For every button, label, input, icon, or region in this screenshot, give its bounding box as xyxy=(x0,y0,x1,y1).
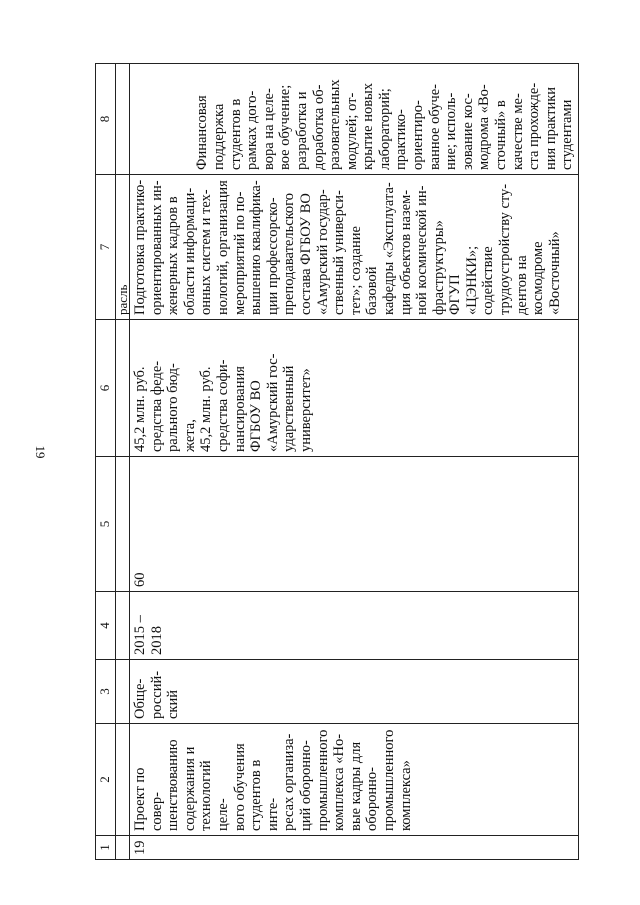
count-cell: 60 xyxy=(130,457,579,592)
cont-cell-4 xyxy=(116,592,130,660)
header-cell-8: 8 xyxy=(96,64,116,175)
rotated-table-container xyxy=(95,64,605,860)
results-cell: Подготовка практико- ориентированных ин- женерных кадров в области информаци- онных систем и тех- нологий, организация мероприятий по по- вышению квалифика- ции профессорско- преподавательского состава ФГБОУ ВО «Амурский государ- ственный универси- тет»; создание базовой кафедры «Эксплуата- ция объектов назем- ной космической ин- фраструктуры» ФГУП «ЦЭНКИ»; содействие трудоустройству сту- дентов на космодроме «Восточный» xyxy=(130,175,579,320)
cont-cell-7: расль xyxy=(116,175,130,320)
row-number: 19 xyxy=(130,836,579,860)
cont-cell-8 xyxy=(116,64,130,175)
period-cell: 2015 – 2018 xyxy=(130,592,579,660)
level-cell: Обще- россий- ский xyxy=(130,660,579,724)
cont-cell-2 xyxy=(116,724,130,836)
cont-cell-3 xyxy=(116,660,130,724)
support-cell: Финансовая поддержка студентов в рамках дого- вора на целе- вое обучение; разработка и доработка об- разовательных модулей; от- крытие новых лабораторий; практико- ориентиро- ванное обуче- ние; исполь- зование кос- модрома «Во- сточный» в качестве ме- ста прохожде- ния практики студентами xyxy=(130,64,579,175)
header-cell-5: 5 xyxy=(96,457,116,592)
page-number: 19 xyxy=(33,445,48,459)
table-row xyxy=(130,64,579,860)
header-cell-1: 1 xyxy=(96,836,116,860)
header-cell-7: 7 xyxy=(96,175,116,320)
header-row xyxy=(96,64,116,860)
projects-table xyxy=(95,63,579,860)
cont-cell-5 xyxy=(116,457,130,592)
cont-cell-1 xyxy=(116,836,130,860)
header-cell-3: 3 xyxy=(96,660,116,724)
project-name-cell: Проект по совер- шенствованию содержания и технологий целе- вого обучения студентов в инте- ресах организа- ций оборонно- промышленного комплекса «Но- вые кадры для оборонно- промышленного комплекса» xyxy=(130,724,579,836)
header-cell-6: 6 xyxy=(96,320,116,457)
cont-cell-6 xyxy=(116,320,130,457)
funding-cell: 45,2 млн. руб. средства феде- рального бюд- жета, 45,2 млн. руб. средства софи- нансирования ФГБОУ ВО «Амурский гос- ударственный университет» xyxy=(130,320,579,457)
header-cell-4: 4 xyxy=(96,592,116,660)
header-cell-2: 2 xyxy=(96,724,116,836)
continuation-row xyxy=(116,64,130,860)
